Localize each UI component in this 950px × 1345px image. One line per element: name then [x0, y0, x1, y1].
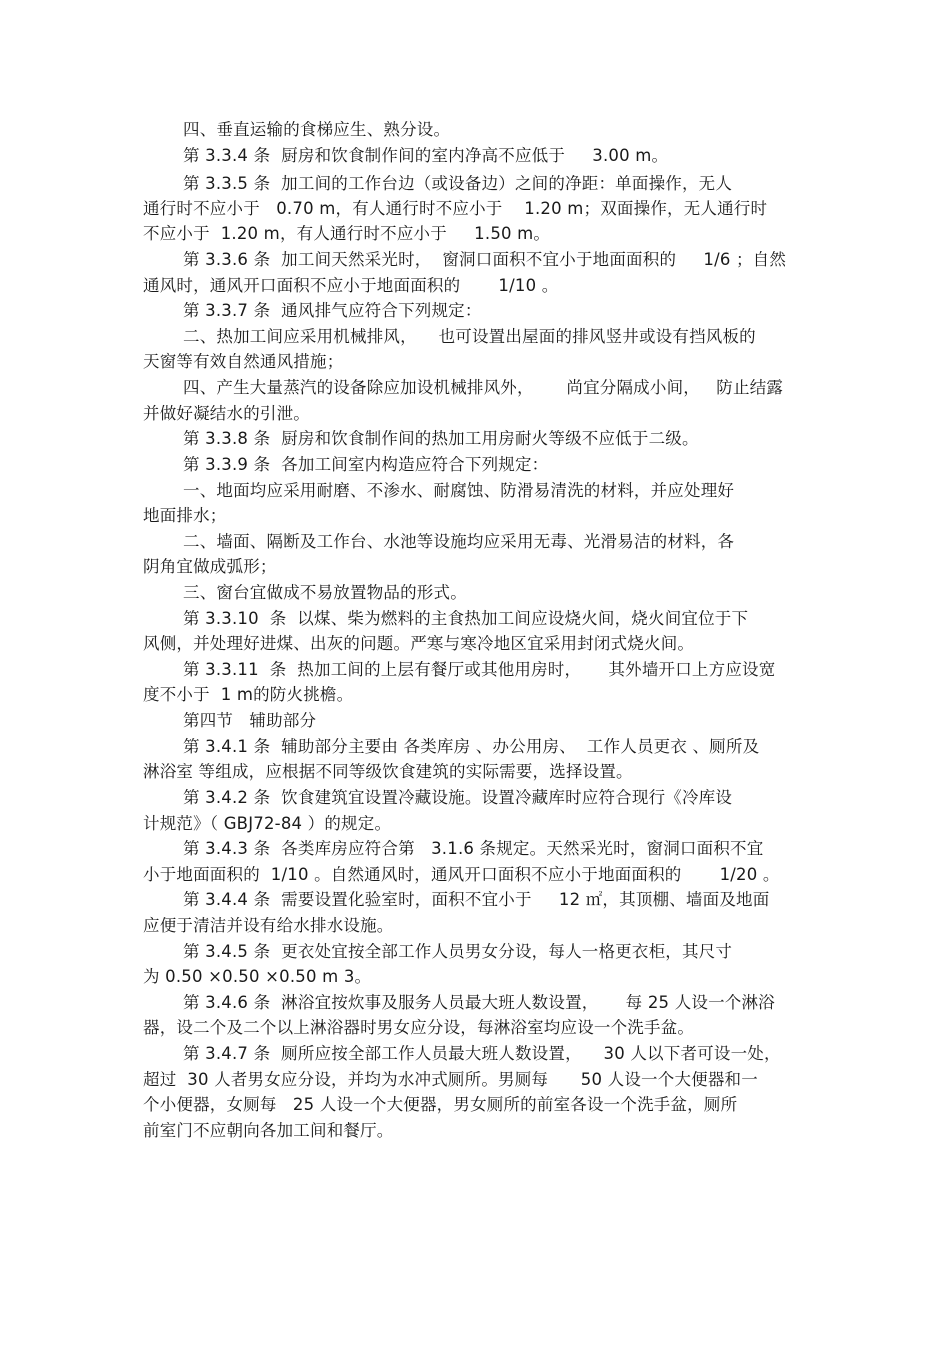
text-line: 第 3.3.9 条 各加工间室内构造应符合下列规定： [183, 455, 549, 474]
text-line: 第 3.4.5 条 更衣处宜按全部工作人员男女分设，每人一格更衣柜，其尺寸 [183, 942, 733, 961]
text-line: 第 3.3.4 条 厨房和饮食制作间的室内净高不应低于 3.00 m。 [183, 146, 669, 165]
text-line: 二、热加工间应采用机械排风， 也可设置出屋面的排风竖井或设有挡风板的 [183, 327, 756, 346]
text-line: 第 3.3.7 条 通风排气应符合下列规定： [183, 301, 482, 320]
text-line: 第 3.4.1 条 辅助部分主要由 各类库房 、办公用房、 工作人员更衣 、厕所及 [183, 737, 760, 756]
text-line: 并做好凝结水的引泄。 [143, 404, 310, 423]
text-line: 第 3.4.4 条 需要设置化验室时，面积不宜小于 12 ㎡，其顶棚、墙面及地面 [183, 890, 770, 909]
section-heading: 第四节 辅助部分 [183, 711, 317, 730]
text-line: 不应小于 1.20 m，有人通行时不应小于 1.50 m。 [143, 224, 551, 243]
text-line: 超过 30 人者男女应分设，并均为水冲式厕所。男厕每 50 人设一个大便器和一 [143, 1070, 758, 1089]
text-line: 天窗等有效自然通风措施； [143, 352, 344, 371]
text-line: 第 3.3.8 条 厨房和饮食制作间的热加工用房耐火等级不应低于二级。 [183, 429, 699, 448]
text-line: 三、窗台宜做成不易放置物品的形式。 [183, 583, 467, 602]
text-line: 小于地面面积的 1/10 。自然通风时，通风开口面积不应小于地面面积的 1/20 。 [143, 865, 780, 884]
text-line: 度不小于 1 m的防火挑檐。 [143, 685, 354, 704]
text-line: 通风时，通风开口面积不应小于地面面积的 1/10 。 [143, 276, 559, 295]
text-line: 前室门不应朝向各加工间和餐厅。 [143, 1121, 394, 1140]
text-line: 计规范》（ GBJ72-84 ）的规定。 [143, 814, 392, 833]
text-line: 地面排水； [143, 506, 227, 525]
text-line: 四、垂直运输的食梯应生、熟分设。 [183, 120, 451, 139]
text-line: 器，设二个及二个以上淋浴器时男女应分设，每淋浴室均应设一个洗手盆。 [143, 1018, 695, 1037]
text-line: 第 3.4.2 条 饮食建筑宜设置冷藏设施。设置冷藏库时应符合现行《冷库设 [183, 788, 733, 807]
text-line: 第 3.4.3 条 各类库房应符合第 3.1.6 条规定。天然采光时，窗洞口面积不宜 [183, 839, 764, 858]
text-line: 四、产生大量蒸汽的设备除应加设机械排风外， 尚宜分隔成小间， 防止结露 [183, 378, 784, 397]
text-line: 第 3.3.11 条 热加工间的上层有餐厅或其他用房时， 其外墙开口上方应设宽 [183, 660, 776, 679]
text-line: 风侧，并处理好进煤、出灰的问题。严寒与寒冷地区宜采用封闭式烧火间。 [143, 634, 695, 653]
text-line: 应便于清洁并设有给水排水设施。 [143, 916, 394, 935]
text-line: 阴角宜做成弧形； [143, 557, 277, 576]
text-line: 个小便器，女厕每 25 人设一个大便器，男女厕所的前室各设一个洗手盆，厕所 [143, 1095, 738, 1114]
text-line: 第 3.3.5 条 加工间的工作台边（或设备边）之间的净距：单面操作，无人 [183, 174, 733, 193]
text-line: 二、墙面、隔断及工作台、水池等设施均应采用无毒、光滑易洁的材料，各 [183, 532, 735, 551]
text-line: 通行时不应小于 0.70 m，有人通行时不应小于 1.20 m；双面操作，无人通行时 [143, 199, 768, 218]
text-line: 为 0.50 ×0.50 ×0.50 m 3。 [143, 967, 372, 986]
text-line: 第 3.3.10 条 以煤、柴为燃料的主食热加工间应设烧火间，烧火间宜位于下 [183, 609, 749, 628]
text-line: 第 3.4.7 条 厕所应按全部工作人员最大班人数设置， 30 人以下者可设一处， [183, 1044, 781, 1063]
text-line: 淋浴室 等组成，应根据不同等级饮食建筑的实际需要，选择设置。 [143, 762, 633, 781]
text-line: 第 3.4.6 条 淋浴宜按炊事及服务人员最大班人数设置， 每 25 人设一个淋浴 [183, 993, 775, 1012]
text-line: 一、地面均应采用耐磨、不渗水、耐腐蚀、防滑易清洗的材料，并应处理好 [183, 481, 735, 500]
text-line: 第 3.3.6 条 加工间天然采光时， 窗洞口面积不宜小于地面面积的 1/6 ；自然 [183, 250, 787, 269]
